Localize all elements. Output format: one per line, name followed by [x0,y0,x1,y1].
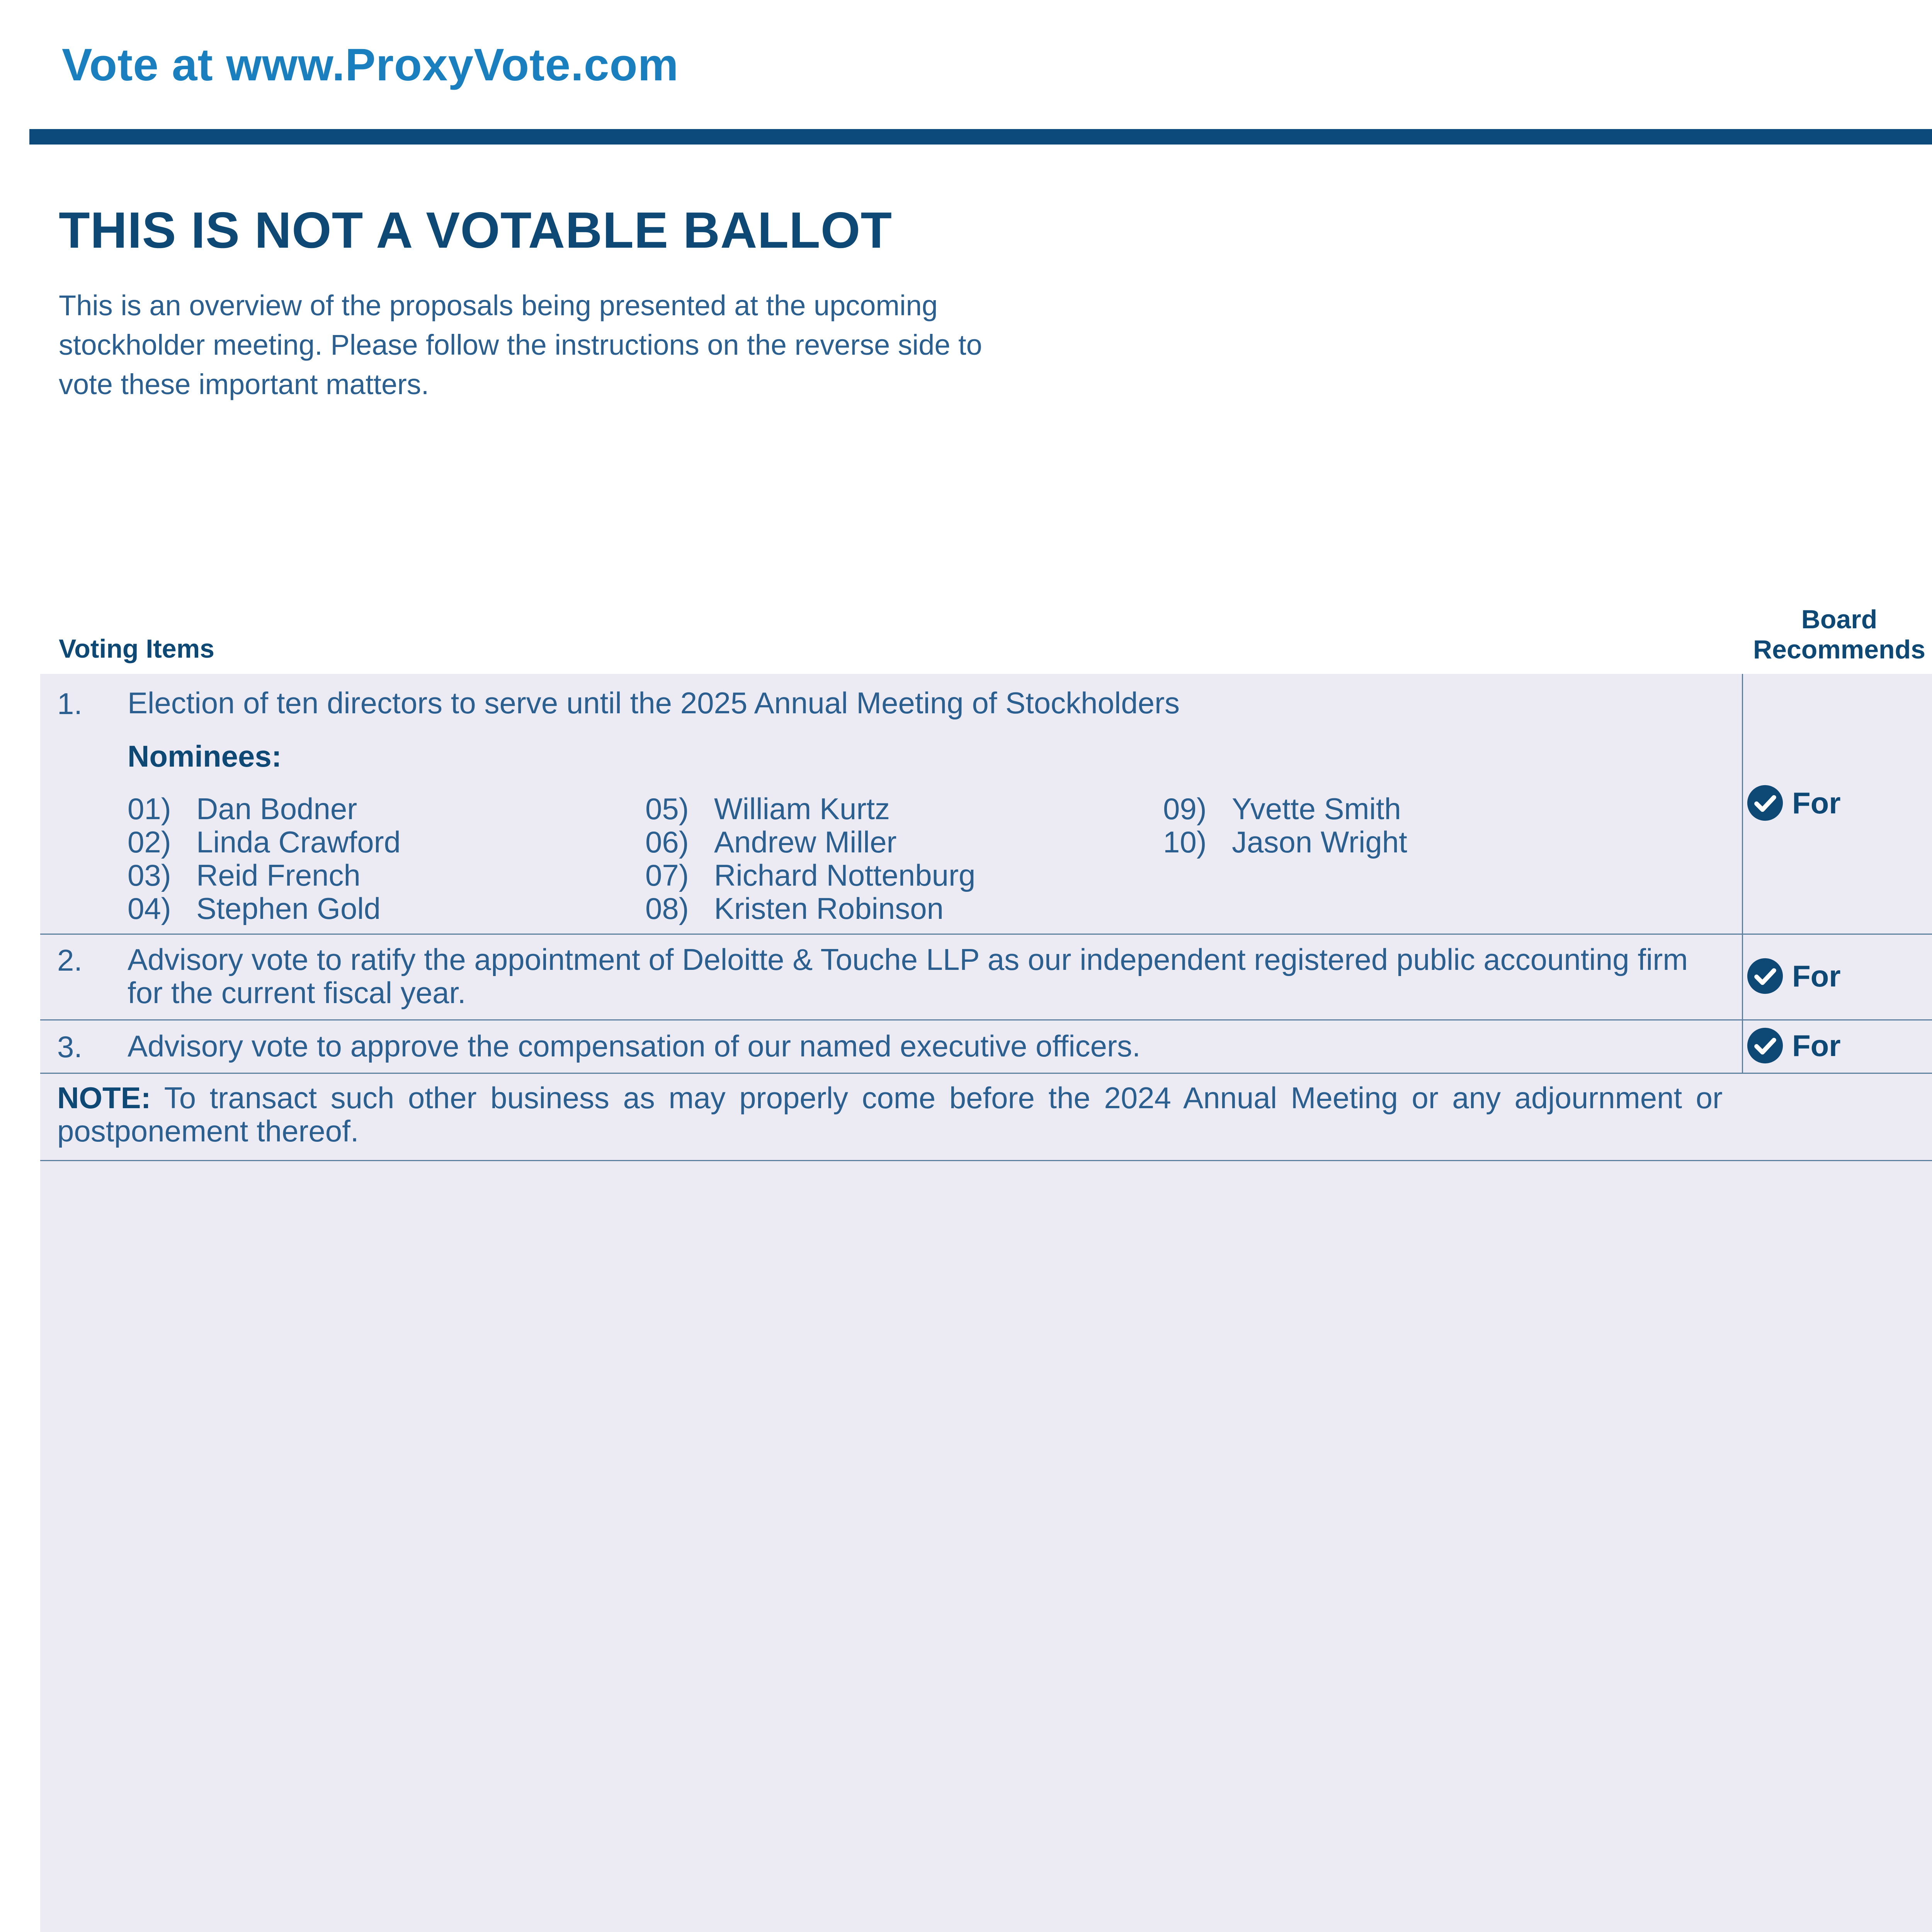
nominee-name: Jason Wright [1232,825,1407,859]
nominee-name: Richard Nottenburg [714,858,976,892]
check-circle-icon [1747,784,1784,821]
nominee [128,825,401,859]
nominee-number: 03) [128,858,171,892]
board-recommends-line1: Board [1801,605,1878,634]
nominee [128,792,357,825]
board-recommends-line2: Recommends [1753,635,1925,664]
header-rule [29,129,1932,145]
voting-items-header: Voting Items [59,634,214,663]
intro-text: This is an overview of the proposals being presented at the upcoming stockholder meeting. Please follow the instructions on the reverse side to vote these important matters. [59,289,982,400]
nominee-name: Linda Crawford [196,825,401,859]
nominee-name: William Kurtz [714,792,890,826]
nominee-name: Yvette Smith [1232,792,1401,826]
recommendation-label: For [1792,959,1841,993]
nominee-name: Reid French [196,858,361,892]
nominee [128,892,381,925]
note-label: NOTE: [57,1081,151,1115]
check-circle-icon [1747,1027,1784,1064]
nominee-number: 04) [128,891,171,925]
nominee [1163,792,1401,825]
item-number: 1. [57,687,83,721]
nominee-number: 01) [128,792,171,826]
nominee-number: 10) [1163,825,1207,859]
nominee [645,825,896,859]
item-text: Advisory vote to ratify the appointment of Deloitte & Touche LLP as our independent registered public accounting firm for the current fiscal year. [128,942,1688,1010]
recommendation-label: For [1792,786,1841,820]
nominee-name: Stephen Gold [196,891,381,925]
nominee [645,859,975,892]
nominee [645,792,890,825]
header-title: Vote at www.ProxyVote.com [62,39,679,90]
nominees-label: Nominees: [128,739,282,773]
column-divider [1742,674,1743,1073]
nominee [645,892,944,925]
nominee-number: 05) [645,792,689,826]
recommendation-for [1747,957,1841,995]
board-recommends-header [1716,604,1932,665]
row-divider [40,1019,1932,1020]
note-text: To transact such other business as may properly come before the 2024 Annual Meeting or any adjournment or postponement thereof. [57,1081,1723,1148]
nominee-number: 08) [645,891,689,925]
check-circle-icon [1747,957,1784,995]
nominee-number: 09) [1163,792,1207,826]
row-divider [40,934,1932,935]
item-text: Advisory vote to approve the compensation of our named executive officers. [128,1029,1141,1063]
item-text: Election of ten directors to serve until the 2025 Annual Meeting of Stockholders [128,686,1180,720]
item-number: 3. [57,1030,83,1064]
row-divider [40,1073,1932,1074]
row-divider [40,1160,1932,1161]
recommendation-label: For [1792,1028,1841,1063]
nominee [1163,825,1407,859]
nominee-name: Andrew Miller [714,825,897,859]
note [57,1081,1723,1148]
nominee-name: Dan Bodner [196,792,357,826]
item-number: 2. [57,943,83,977]
nominee-number: 02) [128,825,171,859]
ballot-heading: THIS IS NOT A VOTABLE BALLOT [59,202,893,259]
nominee-number: 06) [645,825,689,859]
nominee-number: 07) [645,858,689,892]
nominee-name: Kristen Robinson [714,891,944,925]
recommendation-for [1747,784,1841,821]
recommendation-for [1747,1027,1841,1064]
nominee [128,859,361,892]
